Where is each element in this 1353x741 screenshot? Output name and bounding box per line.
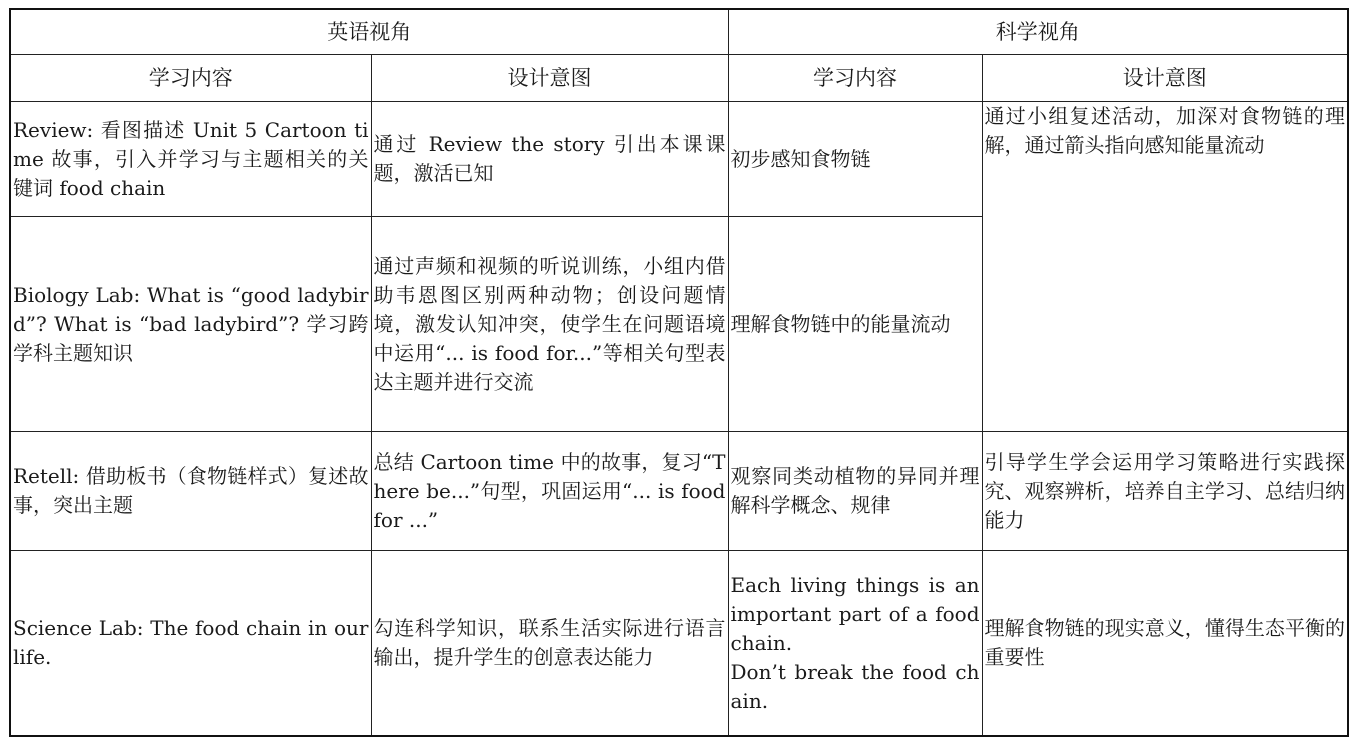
sci-intent-cell: 理解食物链的现实意义，懂得生态平衡的重要性 [982,551,1348,737]
group-header-row [10,9,1348,55]
header-sci-intent: 设计意图 [982,55,1348,102]
table-container [9,8,1349,737]
sci-intent-merged-cell: 通过小组复述活动，加深对食物链的理解，通过箭头指向感知能量流动 [982,102,1348,432]
table-row [10,102,1348,217]
en-intent-cell: 通过 Review the story 引出本课课题，激活已知 [371,102,728,217]
sci-content-cell: 观察同类动植物的异同并理解科学概念、规律 [728,432,982,551]
sci-content-line: Each living things is an important part of a food chain. [730,572,980,655]
header-en-intent: 设计意图 [371,55,728,102]
en-intent-cell: 总结 Cartoon time 中的故事，复习“There be...”句型，巩固运用“... is food for ...” [371,432,728,551]
table-row [10,432,1348,551]
header-english-perspective: 英语视角 [10,9,728,55]
en-content-cell: Review: 看图描述 Unit 5 Cartoon time 故事，引入并学习与主题相关的关键词 food chain [10,102,371,217]
en-content-cell: Retell: 借助板书（食物链样式）复述故事，突出主题 [10,432,371,551]
sci-content-cell [728,551,982,737]
header-science-perspective: 科学视角 [728,9,1348,55]
sci-content-line: Don’t break the food chain. [730,659,980,713]
lesson-design-table [9,8,1349,737]
en-content-cell: Biology Lab: What is “good ladybird”? What is “bad ladybird”? 学习跨学科主题知识 [10,217,371,432]
sci-content-cell: 理解食物链中的能量流动 [728,217,982,432]
en-intent-cell: 勾连科学知识，联系生活实际进行语言输出，提升学生的创意表达能力 [371,551,728,737]
table-row [10,551,1348,737]
en-content-cell: Science Lab: The food chain in our life. [10,551,371,737]
sci-intent-cell: 引导学生学会运用学习策略进行实践探究、观察辨析，培养自主学习、总结归纳能力 [982,432,1348,551]
en-intent-cell: 通过声频和视频的听说训练，小组内借助韦恩图区别两种动物；创设问题情境，激发认知冲突，使学生在问题语境中运用“... is food for...”等相关句型表达主题并进行交流 [371,217,728,432]
header-en-content: 学习内容 [10,55,371,102]
header-sci-content: 学习内容 [728,55,982,102]
sub-header-row [10,55,1348,102]
sci-content-cell: 初步感知食物链 [728,102,982,217]
